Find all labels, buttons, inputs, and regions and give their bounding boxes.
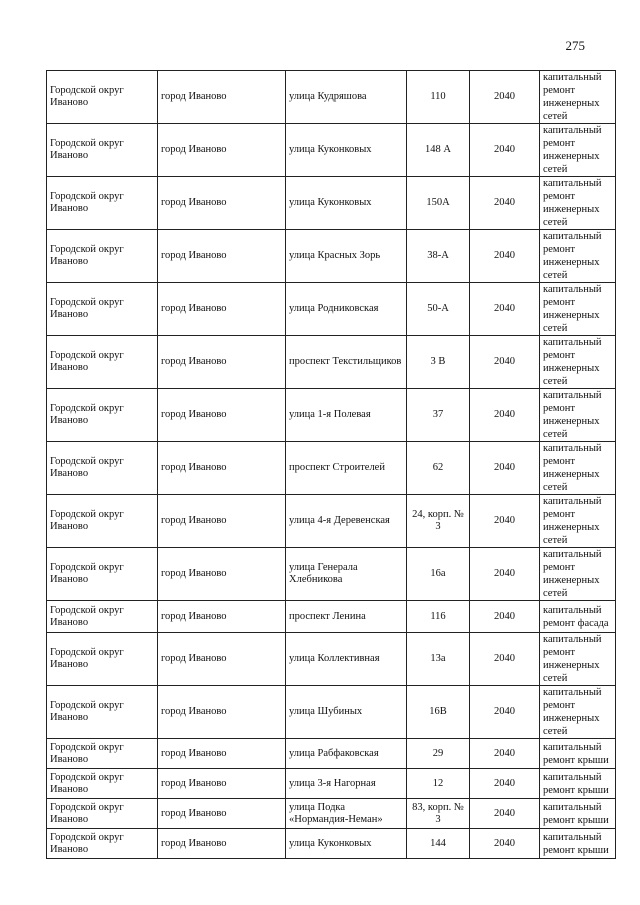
work-type-cell: капитальный ремонт инженерных сетей xyxy=(540,495,616,548)
settlement-cell: город Иваново xyxy=(158,686,286,739)
street-cell: улица Куконковых xyxy=(286,177,407,230)
year-cell: 2040 xyxy=(470,548,540,601)
work-type-cell: капитальный ремонт инженерных сетей xyxy=(540,283,616,336)
table-row xyxy=(47,633,616,686)
settlement-cell: город Иваново xyxy=(158,769,286,799)
settlement-cell: город Иваново xyxy=(158,283,286,336)
year-cell: 2040 xyxy=(470,177,540,230)
repair-schedule-table xyxy=(46,70,616,859)
municipality-cell: Городской округ Иваново xyxy=(47,829,158,859)
year-cell: 2040 xyxy=(470,442,540,495)
year-cell: 2040 xyxy=(470,389,540,442)
settlement-cell: город Иваново xyxy=(158,739,286,769)
settlement-cell: город Иваново xyxy=(158,633,286,686)
house-number-cell: 38-А xyxy=(407,230,470,283)
house-number-cell: 150А xyxy=(407,177,470,230)
street-cell: улица 1-я Полевая xyxy=(286,389,407,442)
house-number-cell: 12 xyxy=(407,769,470,799)
table-row xyxy=(47,495,616,548)
street-cell: улица Генерала Хлебникова xyxy=(286,548,407,601)
street-cell: улица Коллективная xyxy=(286,633,407,686)
work-type-cell: капитальный ремонт инженерных сетей xyxy=(540,230,616,283)
work-type-cell: капитальный ремонт инженерных сетей xyxy=(540,177,616,230)
house-number-cell: 110 xyxy=(407,71,470,124)
year-cell: 2040 xyxy=(470,829,540,859)
year-cell: 2040 xyxy=(470,769,540,799)
street-cell: улица Шубиных xyxy=(286,686,407,739)
house-number-cell: 37 xyxy=(407,389,470,442)
table-row xyxy=(47,230,616,283)
table-row xyxy=(47,739,616,769)
table-row xyxy=(47,336,616,389)
year-cell: 2040 xyxy=(470,495,540,548)
year-cell: 2040 xyxy=(470,71,540,124)
house-number-cell: 24, корп. № 3 xyxy=(407,495,470,548)
street-cell: улица Куконковых xyxy=(286,829,407,859)
settlement-cell: город Иваново xyxy=(158,389,286,442)
street-cell: улица Родниковская xyxy=(286,283,407,336)
municipality-cell: Городской округ Иваново xyxy=(47,548,158,601)
work-type-cell: капитальный ремонт инженерных сетей xyxy=(540,548,616,601)
table-row xyxy=(47,71,616,124)
table-row xyxy=(47,686,616,739)
work-type-cell: капитальный ремонт инженерных сетей xyxy=(540,336,616,389)
table-row xyxy=(47,124,616,177)
municipality-cell: Городской округ Иваново xyxy=(47,442,158,495)
year-cell: 2040 xyxy=(470,799,540,829)
municipality-cell: Городской округ Иваново xyxy=(47,686,158,739)
house-number-cell: 16В xyxy=(407,686,470,739)
table-row xyxy=(47,283,616,336)
settlement-cell: город Иваново xyxy=(158,829,286,859)
year-cell: 2040 xyxy=(470,283,540,336)
street-cell: улица Рабфаковская xyxy=(286,739,407,769)
municipality-cell: Городской округ Иваново xyxy=(47,739,158,769)
municipality-cell: Городской округ Иваново xyxy=(47,799,158,829)
street-cell: проспект Строителей xyxy=(286,442,407,495)
municipality-cell: Городской округ Иваново xyxy=(47,336,158,389)
work-type-cell: капитальный ремонт инженерных сетей xyxy=(540,442,616,495)
work-type-cell: капитальный ремонт крыши xyxy=(540,799,616,829)
municipality-cell: Городской округ Иваново xyxy=(47,601,158,633)
settlement-cell: город Иваново xyxy=(158,799,286,829)
work-type-cell: капитальный ремонт крыши xyxy=(540,829,616,859)
work-type-cell: капитальный ремонт инженерных сетей xyxy=(540,389,616,442)
settlement-cell: город Иваново xyxy=(158,548,286,601)
work-type-cell: капитальный ремонт крыши xyxy=(540,769,616,799)
street-cell: улица 4-я Деревенская xyxy=(286,495,407,548)
street-cell: улица Кудряшова xyxy=(286,71,407,124)
settlement-cell: город Иваново xyxy=(158,601,286,633)
house-number-cell: 16а xyxy=(407,548,470,601)
house-number-cell: 62 xyxy=(407,442,470,495)
house-number-cell: 148 А xyxy=(407,124,470,177)
municipality-cell: Городской округ Иваново xyxy=(47,177,158,230)
year-cell: 2040 xyxy=(470,633,540,686)
page-number: 275 xyxy=(565,38,585,53)
settlement-cell: город Иваново xyxy=(158,71,286,124)
municipality-cell: Городской округ Иваново xyxy=(47,633,158,686)
table-row xyxy=(47,769,616,799)
settlement-cell: город Иваново xyxy=(158,230,286,283)
year-cell: 2040 xyxy=(470,601,540,633)
work-type-cell: капитальный ремонт фасада xyxy=(540,601,616,633)
street-cell: проспект Текстильщиков xyxy=(286,336,407,389)
settlement-cell: город Иваново xyxy=(158,336,286,389)
table-row xyxy=(47,442,616,495)
work-type-cell: капитальный ремонт инженерных сетей xyxy=(540,71,616,124)
year-cell: 2040 xyxy=(470,686,540,739)
work-type-cell: капитальный ремонт инженерных сетей xyxy=(540,686,616,739)
house-number-cell: 29 xyxy=(407,739,470,769)
municipality-cell: Городской округ Иваново xyxy=(47,769,158,799)
municipality-cell: Городской округ Иваново xyxy=(47,389,158,442)
house-number-cell: 13а xyxy=(407,633,470,686)
year-cell: 2040 xyxy=(470,124,540,177)
street-cell: улица 3-я Нагорная xyxy=(286,769,407,799)
street-cell: улица Подка «Нормандия-Неман» xyxy=(286,799,407,829)
year-cell: 2040 xyxy=(470,739,540,769)
house-number-cell: 144 xyxy=(407,829,470,859)
table-row xyxy=(47,548,616,601)
table-row xyxy=(47,601,616,633)
table-row xyxy=(47,389,616,442)
table-body xyxy=(47,71,616,859)
municipality-cell: Городской округ Иваново xyxy=(47,230,158,283)
street-cell: проспект Ленина xyxy=(286,601,407,633)
municipality-cell: Городской округ Иваново xyxy=(47,71,158,124)
work-type-cell: капитальный ремонт инженерных сетей xyxy=(540,124,616,177)
municipality-cell: Городской округ Иваново xyxy=(47,124,158,177)
house-number-cell: 3 В xyxy=(407,336,470,389)
settlement-cell: город Иваново xyxy=(158,124,286,177)
year-cell: 2040 xyxy=(470,230,540,283)
street-cell: улица Красных Зорь xyxy=(286,230,407,283)
table-row xyxy=(47,177,616,230)
table-row xyxy=(47,829,616,859)
settlement-cell: город Иваново xyxy=(158,177,286,230)
street-cell: улица Куконковых xyxy=(286,124,407,177)
house-number-cell: 50-А xyxy=(407,283,470,336)
work-type-cell: капитальный ремонт крыши xyxy=(540,739,616,769)
house-number-cell: 116 xyxy=(407,601,470,633)
municipality-cell: Городской округ Иваново xyxy=(47,495,158,548)
settlement-cell: город Иваново xyxy=(158,495,286,548)
settlement-cell: город Иваново xyxy=(158,442,286,495)
house-number-cell: 83, корп. № 3 xyxy=(407,799,470,829)
work-type-cell: капитальный ремонт инженерных сетей xyxy=(540,633,616,686)
year-cell: 2040 xyxy=(470,336,540,389)
table-row xyxy=(47,799,616,829)
municipality-cell: Городской округ Иваново xyxy=(47,283,158,336)
